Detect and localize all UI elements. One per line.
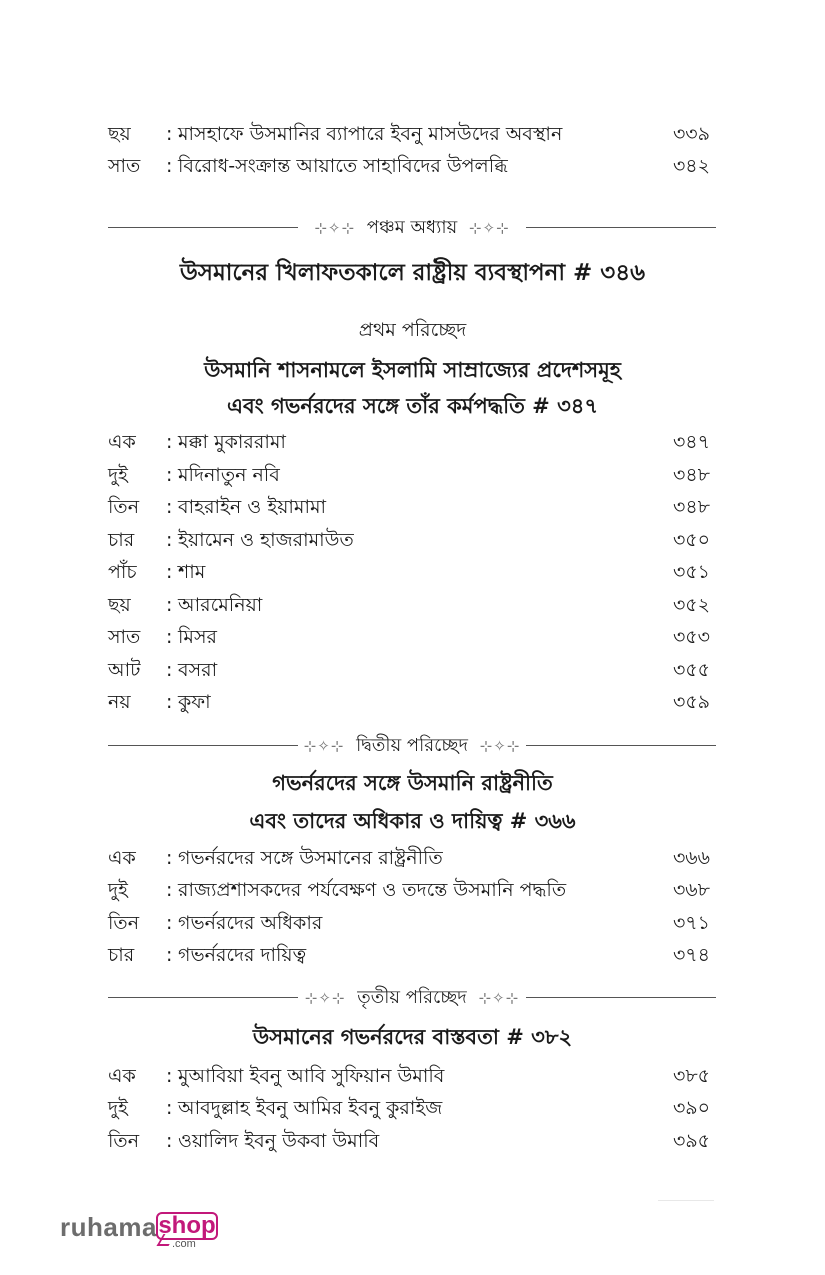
entry-colon: : xyxy=(166,626,173,648)
entry-number: দুই xyxy=(108,879,128,901)
entry-title: কুফা xyxy=(178,691,211,713)
entry-title: বিরোধ-সংক্রান্ত আয়াতে সাহাবিদের উপলব্ধি xyxy=(178,155,508,177)
entry-title: ওয়ালিদ ইবনু উকবা উমাবি xyxy=(178,1130,380,1152)
toc-entry[interactable] xyxy=(108,1127,710,1155)
entry-page: ৩৫৫ xyxy=(672,659,710,681)
entry-colon: : xyxy=(166,594,173,616)
entry-colon: : xyxy=(166,659,173,681)
toc-entry[interactable] xyxy=(108,688,710,716)
entry-title: মক্কা মুকাররামা xyxy=(178,431,286,453)
entry-colon: : xyxy=(166,123,173,145)
entry-page: ৩৪২ xyxy=(672,155,710,177)
entry-number: পাঁচ xyxy=(108,561,137,583)
section-label: তৃতীয় পরিচ্ছেদ xyxy=(351,987,473,1008)
entry-colon: : xyxy=(166,691,173,713)
entry-title: গভর্নরদের অধিকার xyxy=(178,912,323,934)
entry-colon: : xyxy=(166,561,173,583)
toc-entry[interactable] xyxy=(108,623,710,651)
entry-page: ৩৪৮ xyxy=(672,496,710,518)
ornament-icon: ⊹✧⊹ xyxy=(479,737,521,755)
toc-entry[interactable] xyxy=(108,1062,710,1090)
entry-colon: : xyxy=(166,464,173,486)
entry-number: তিন xyxy=(108,1130,140,1152)
logo-text-shop: shop xyxy=(158,1212,216,1239)
entry-number: আট xyxy=(108,659,141,681)
toc-entry[interactable] xyxy=(108,558,710,586)
toc-entry[interactable] xyxy=(108,844,710,872)
entry-number: ছয় xyxy=(108,123,131,145)
toc-entry[interactable] xyxy=(108,493,710,521)
toc-entry[interactable] xyxy=(108,461,710,489)
ornament-icon: ⊹✧⊹ xyxy=(478,989,520,1007)
entry-colon: : xyxy=(166,431,173,453)
entry-page: ৩৯৫ xyxy=(672,1130,710,1152)
logo-shop-box xyxy=(156,1212,218,1240)
entry-colon: : xyxy=(166,1130,173,1152)
section-label: প্রথম পরিচ্ছেদ xyxy=(358,319,467,341)
entry-number: এক xyxy=(108,1065,136,1087)
entry-title: বসরা xyxy=(178,659,218,681)
entry-title: আবদুল্লাহ ইবনু আমির ইবনু কুরাইজ xyxy=(178,1097,443,1119)
entry-number: সাত xyxy=(108,155,141,177)
entry-title: শাম xyxy=(178,561,206,583)
entry-title: ইয়ামেন ও হাজরামাউত xyxy=(178,529,354,551)
entry-page: ৩৮৫ xyxy=(672,1065,710,1087)
entry-title: রাজ্যপ্রশাসকদের পর্যবেক্ষণ ও তদন্তে উসমানি পদ্ধতি xyxy=(178,879,567,901)
toc-entry[interactable] xyxy=(108,152,710,180)
entry-colon: : xyxy=(166,912,173,934)
entry-page: ৩৫১ xyxy=(672,561,710,583)
entry-page: ৩৪৭ xyxy=(672,431,710,453)
toc-entry[interactable] xyxy=(108,428,710,456)
entry-number: এক xyxy=(108,431,136,453)
chapter-title[interactable]: উসমানের খিলাফতকালে রাষ্ট্রীয় ব্যবস্থাপনা # ৩৪৬ xyxy=(179,260,646,286)
section-title-line2[interactable]: এবং তাদের অধিকার ও দায়িত্ব # ৩৬৬ xyxy=(249,809,576,833)
entry-number: চার xyxy=(108,529,135,551)
entry-number: সাত xyxy=(108,626,141,648)
entry-title: বাহরাইন ও ইয়ামামা xyxy=(178,496,327,518)
toc-entry[interactable] xyxy=(108,656,710,684)
entry-page: ৩৩৯ xyxy=(672,123,710,145)
section-divider xyxy=(108,983,716,1013)
entry-colon: : xyxy=(166,879,173,901)
entry-page: ৩৯০ xyxy=(672,1097,710,1119)
entry-page: ৩৬৮ xyxy=(672,879,710,901)
section-title-line1[interactable]: উসমানি শাসনামলে ইসলামি সাম্রাজ্যের প্রদেশসমূহ xyxy=(204,358,621,382)
entry-title: মিসর xyxy=(178,626,217,648)
entry-number: দুই xyxy=(108,464,128,486)
toc-entry[interactable] xyxy=(108,941,710,969)
section-divider xyxy=(108,731,716,761)
entry-page: ৩৫০ xyxy=(672,529,710,551)
toc-entry[interactable] xyxy=(108,909,710,937)
chapter-divider xyxy=(108,213,716,243)
entry-number: নয় xyxy=(108,691,131,713)
entry-page: ৩৭১ xyxy=(672,912,710,934)
ornament-icon: ⊹✧⊹ xyxy=(468,219,510,237)
entry-colon: : xyxy=(166,496,173,518)
entry-page: ৩৫২ xyxy=(672,594,710,616)
toc-entry[interactable] xyxy=(108,526,710,554)
section-title-line1[interactable]: গভর্নরদের সঙ্গে উসমানি রাষ্ট্রনীতি xyxy=(272,771,553,795)
entry-colon: : xyxy=(166,1097,173,1119)
entry-colon: : xyxy=(166,155,173,177)
ornament-icon: ⊹✧⊹ xyxy=(314,219,356,237)
entry-number: তিন xyxy=(108,912,140,934)
entry-page: ৩৫৩ xyxy=(672,626,710,648)
entry-title: মদিনাতুন নবি xyxy=(178,464,280,486)
toc-entry[interactable] xyxy=(108,120,710,148)
entry-title: আরমেনিয়া xyxy=(178,594,263,616)
logo-text-domain: .com xyxy=(172,1238,196,1250)
entry-colon: : xyxy=(166,1065,173,1087)
entry-page: ৩৭৪ xyxy=(672,944,710,966)
entry-number: তিন xyxy=(108,496,140,518)
entry-title: গভর্নরদের সঙ্গে উসমানের রাষ্ট্রনীতি xyxy=(178,847,443,869)
toc-entry[interactable] xyxy=(108,1094,710,1122)
section-label: দ্বিতীয় পরিচ্ছেদ xyxy=(350,735,474,756)
section-title[interactable]: উসমানের গভর্নরদের বাস্তবতা # ৩৮২ xyxy=(252,1025,573,1049)
entry-title: মাসহাফে উসমানির ব্যাপারে ইবনু মাসউদের অবস্থান xyxy=(178,123,563,145)
entry-title: মুআবিয়া ইবনু আবি সুফিয়ান উমাবি xyxy=(178,1065,445,1087)
entry-number: দুই xyxy=(108,1097,128,1119)
entry-colon: : xyxy=(166,529,173,551)
logo-text-ruhama: ruhama xyxy=(60,1212,157,1242)
ornament-icon: ⊹✧⊹ xyxy=(304,989,346,1007)
entry-page: ৩৬৬ xyxy=(672,847,710,869)
toc-entry[interactable] xyxy=(108,876,710,904)
entry-number: চার xyxy=(108,944,135,966)
ornament-icon: ⊹✧⊹ xyxy=(303,737,345,755)
footer-rule xyxy=(658,1200,714,1201)
chapter-label: পঞ্চম অধ্যায় xyxy=(361,217,463,238)
entry-page: ৩৫৯ xyxy=(672,691,710,713)
section-title-line2[interactable]: এবং গভর্নরদের সঙ্গে তাঁর কর্মপদ্ধতি # ৩৪৭ xyxy=(226,394,599,418)
entry-title: গভর্নরদের দায়িত্ব xyxy=(178,944,307,966)
entry-number: ছয় xyxy=(108,594,131,616)
entry-number: এক xyxy=(108,847,136,869)
entry-colon: : xyxy=(166,847,173,869)
toc-entry[interactable] xyxy=(108,591,710,619)
entry-page: ৩৪৮ xyxy=(672,464,710,486)
entry-colon: : xyxy=(166,944,173,966)
